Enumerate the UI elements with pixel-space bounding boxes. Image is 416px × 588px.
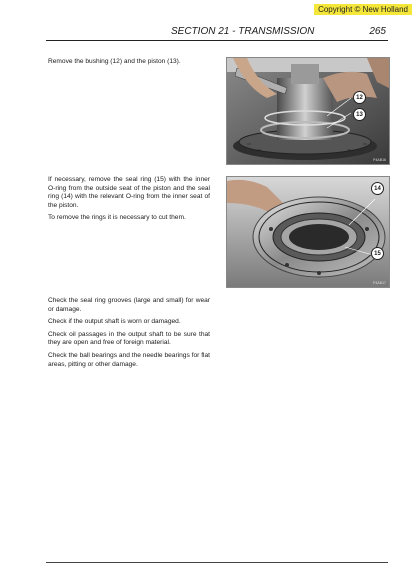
page-number: 265: [369, 26, 386, 37]
paragraph: To remove the rings it is necessary to cut them.: [48, 214, 186, 222]
step-3-text: [48, 297, 210, 373]
section-title: SECTION 21 - TRANSMISSION: [171, 26, 315, 37]
callout-14: 14: [371, 182, 384, 195]
figure-seal-rings: [226, 176, 390, 288]
photo-piston-seals: [227, 177, 389, 287]
step-2-text: [48, 176, 210, 227]
figure-bushing-piston: [226, 57, 390, 165]
step-1-text: [48, 58, 210, 71]
figure-code: P4AB16: [373, 158, 386, 162]
callout-12: 12: [353, 91, 366, 104]
callout-15: 15: [371, 247, 384, 260]
paragraph: Remove the bushing (12) and the piston (13).: [48, 58, 181, 65]
page-header: [46, 26, 388, 41]
callout-13: 13: [353, 108, 366, 121]
paragraph: Check the seal ring grooves (large and small) for wear or damage.: [48, 297, 210, 313]
paragraph: Check oil passages in the output shaft to be sure that they are open and free of foreign material.: [48, 330, 210, 347]
paragraph: If necessary, remove the seal ring (15) with the inner O-ring from the outside seat of the piston and the seal ring (14) with the relevant O-ring from the inner seat of the piston.: [48, 176, 210, 209]
paragraph: Check the ball bearings and the needle bearings for flat areas, pitting or other damage.: [48, 351, 210, 368]
copyright-badge: Copyright © New Holland: [314, 4, 412, 15]
paragraph: Check if the output shaft is worn or damaged.: [48, 318, 181, 326]
figure-code: P4AB17: [373, 281, 386, 285]
footer-rule: [46, 562, 388, 563]
